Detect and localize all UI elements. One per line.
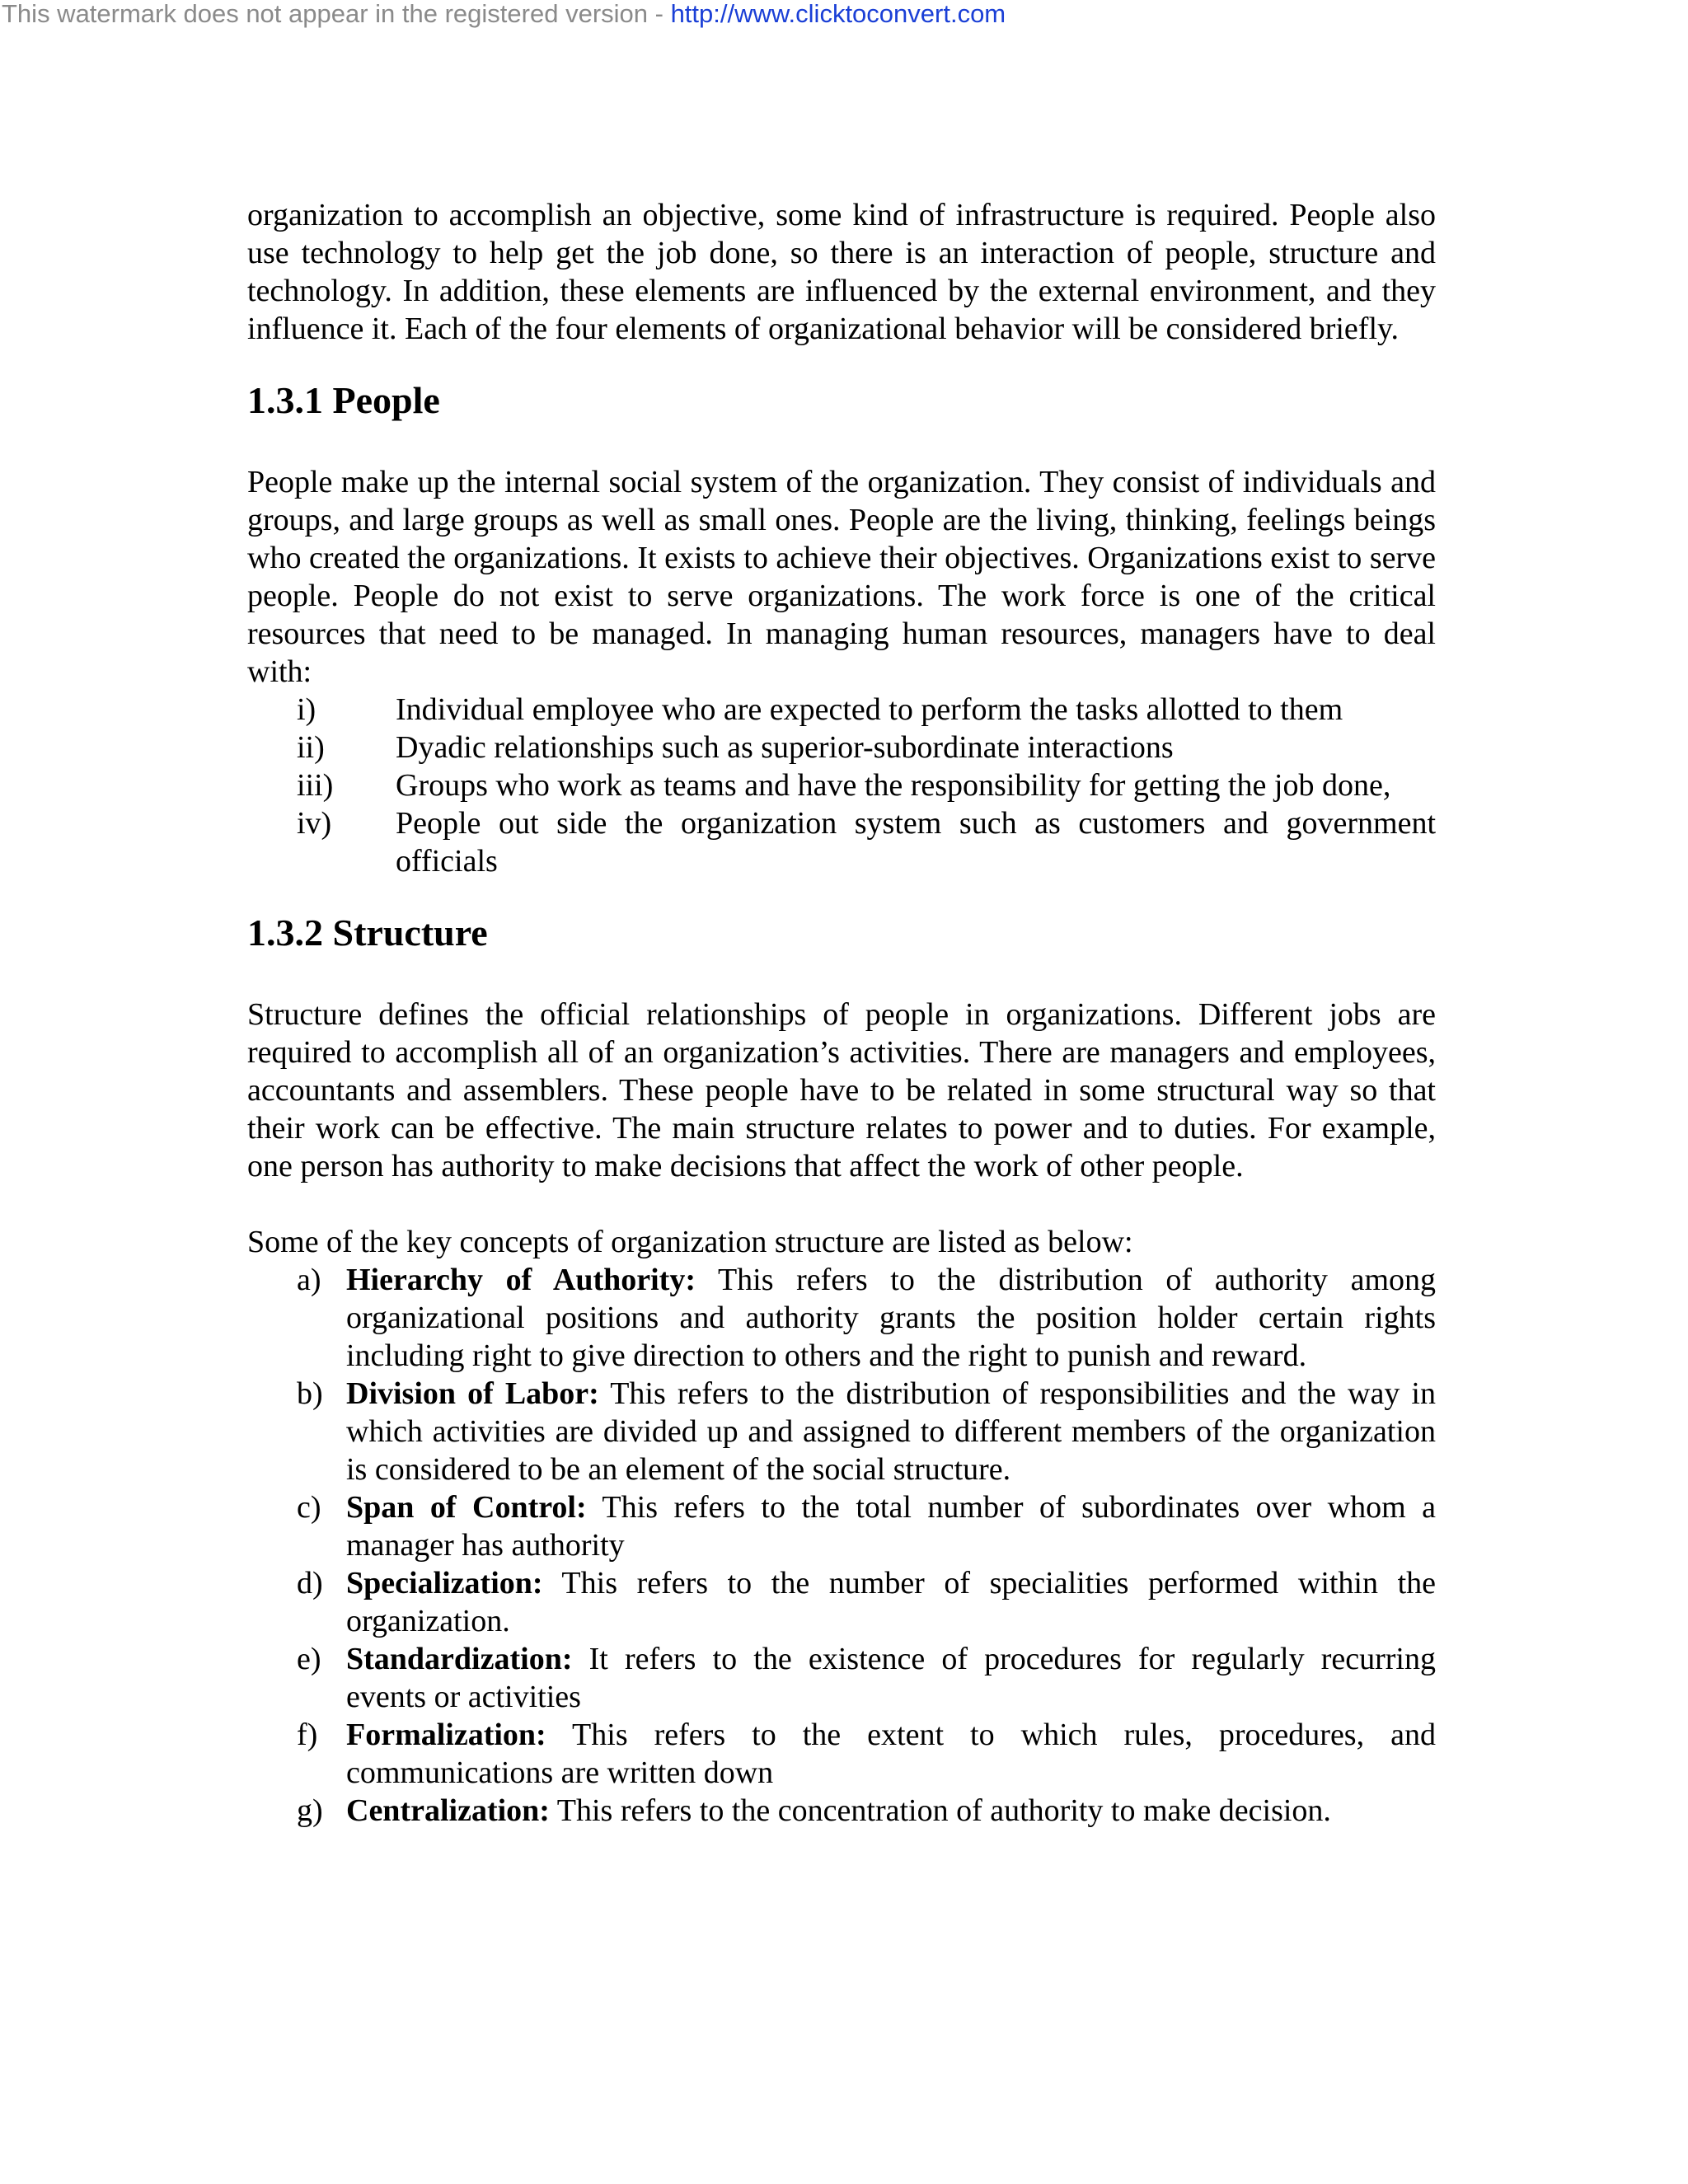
watermark-banner xyxy=(2,0,1006,28)
concept-description: This refers to the number of specialities performed within the organization. xyxy=(346,1566,1436,1638)
list-item xyxy=(247,1716,1436,1792)
intro-paragraph: organization to accomplish an objective, some kind of infrastructure is required. People also use technology to help get the job done, so there is an interaction of people, structure and technology. In addition, these elements are influenced by the external environment, and they influence it. Each of the four elements of organizational behavior will be considered briefly. xyxy=(247,198,1436,346)
list-item-text xyxy=(346,1261,1436,1375)
list-marker: a) xyxy=(297,1263,321,1297)
people-list xyxy=(247,691,1436,880)
concept-description: This refers to the total number of subordinates over whom a manager has authority xyxy=(346,1490,1436,1563)
list-item-text xyxy=(346,1640,1436,1716)
list-item xyxy=(247,1261,1436,1375)
list-item-text xyxy=(346,1375,1436,1488)
concept-description: This refers to the distribution of authority among organizational positions and authority grants the position holder certain rights including right to give direction to others and the right to punish and reward. xyxy=(346,1263,1436,1373)
concepts-list xyxy=(247,1261,1436,1830)
concept-description: This refers to the distribution of responsibilities and the way in which activities are divided up and assigned to different members of the organization is considered to be an element of the social structure. xyxy=(346,1376,1436,1487)
list-marker: f) xyxy=(297,1718,318,1752)
watermark-text: This watermark does not appear in the registered version - xyxy=(2,0,671,28)
list-marker: iv) xyxy=(297,806,332,841)
concept-term: Specialization: xyxy=(346,1566,543,1601)
concept-description: It refers to the existence of procedures for regularly recurring events or activities xyxy=(346,1642,1436,1714)
list-item xyxy=(247,1640,1436,1716)
structure-paragraph: Structure defines the official relationships of people in organizations. Different jobs are required to accomplish all of an organization’s activities. There are managers and employees, accountants and assemblers. These people have to be related in some structural way so that their work can be effective. The main structure relates to power and to duties. For example, one person has authority to make decisions that affect the work of other people. xyxy=(247,997,1436,1183)
concept-term: Standardization: xyxy=(346,1642,573,1676)
list-marker: g) xyxy=(297,1793,323,1828)
list-marker: iii) xyxy=(297,768,334,803)
concept-term: Span of Control: xyxy=(346,1490,587,1525)
list-item-text xyxy=(346,1564,1436,1640)
list-item xyxy=(247,1564,1436,1640)
list-item xyxy=(247,766,1436,804)
list-marker: b) xyxy=(297,1376,323,1411)
section-heading-people: 1.3.1 People xyxy=(247,379,440,421)
concept-term: Hierarchy of Authority: xyxy=(346,1263,696,1297)
list-item-text xyxy=(346,1488,1436,1564)
list-marker: i) xyxy=(297,692,316,727)
list-item xyxy=(247,729,1436,766)
list-item xyxy=(247,1488,1436,1564)
list-marker: ii) xyxy=(297,730,325,765)
concept-term: Formalization: xyxy=(346,1718,546,1752)
list-item xyxy=(247,1375,1436,1488)
list-item xyxy=(247,1792,1436,1830)
list-item-text: Individual employee who are expected to perform the tasks allotted to them xyxy=(396,692,1343,727)
list-item xyxy=(247,691,1436,729)
list-marker: c) xyxy=(297,1490,321,1525)
concept-term: Centralization: xyxy=(346,1793,550,1828)
list-item-text: Dyadic relationships such as superior-subordinate interactions xyxy=(396,730,1174,765)
section-heading-structure: 1.3.2 Structure xyxy=(247,912,488,954)
list-item-text xyxy=(346,1716,1436,1792)
list-item xyxy=(247,804,1436,880)
list-marker: e) xyxy=(297,1642,321,1676)
people-paragraph: People make up the internal social system of the organization. They consist of individuals and groups, and large groups as well as small ones. People are the living, thinking, feelings beings who created the organizations. It exists to achieve their objectives. Organizations exist to serve people. People do not exist to serve organizations. The work force is one of the critical resources that need to be managed. In managing human resources, managers have to deal with: xyxy=(247,465,1436,689)
concepts-intro: Some of the key concepts of organization structure are listed as below: xyxy=(247,1225,1133,1259)
list-item-text xyxy=(346,1792,1436,1830)
watermark-link[interactable]: http://www.clicktoconvert.com xyxy=(670,0,1006,28)
list-item-text: Groups who work as teams and have the responsibility for getting the job done, xyxy=(396,768,1391,803)
concept-term: Division of Labor: xyxy=(346,1376,599,1411)
document-body xyxy=(247,196,1436,1830)
list-marker: d) xyxy=(297,1566,323,1601)
concept-description: This refers to the concentration of authority to make decision. xyxy=(549,1793,1331,1828)
list-item-text: People out side the organization system such as customers and government officials xyxy=(396,806,1436,879)
concept-description: This refers to the extent to which rules, procedures, and communications are written down xyxy=(346,1718,1436,1790)
